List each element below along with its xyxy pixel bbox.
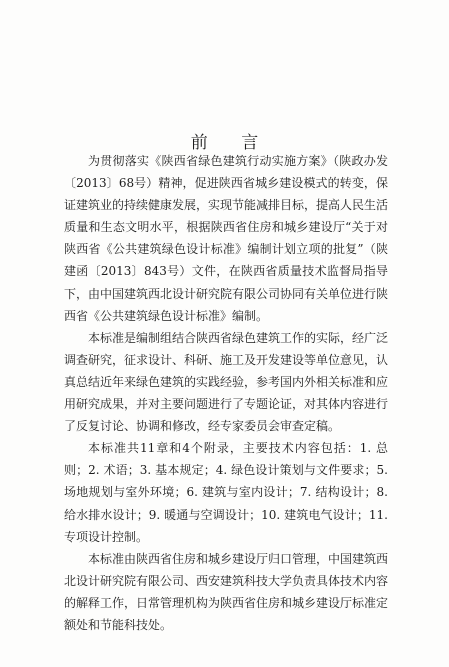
preface-paragraph-4: 本标准由陕西省住房和城乡建设厅归口管理，中国建筑西北设计研究院有限公司、西安建筑科技大学负责具体技术内容的解释工作，日常管理机构为陕西省住房和城乡建设厅标准定额处和节能科技处。 — [64, 551, 389, 632]
preface-paragraph-2: 本标准是编制组结合陕西省绿色建筑工作的实际，经广泛调查研究，征求设计、科研、施工及开发建设等单位意见，认真总结近年来绿色建筑的实践经验，参考国内外相关标准和应用研究成果，并对主要问题进行了专题论证，对其体内容进行了反复讨论、协调和修改，经专家委员会审查定稿。 — [64, 330, 389, 434]
preface-body — [64, 150, 388, 636]
preface-paragraph-3: 本标准共11章和4个附录，主要技术内容包括：1. 总则；2. 术语；3. 基本规定；4. 绿色设计策划与文件要求；5. 场地规划与室外环境；6. 建筑与室内设计；7. 结构设计；8. 给水排水设计；9. 暖通与空调设计；10. 建筑电气设计；11. 专项设计控制。 — [64, 441, 388, 544]
page-title: 前 言 — [190, 133, 273, 153]
preface-paragraph-1: 为贯彻落实《陕西省绿色建筑行动实施方案》（陕政办发〔2013〕68号）精神，促进陕西省城乡建设模式的转变，保证建筑业的持续健康发展，实现节能减排目标，提高人民生活质量和生态文明水平，根据陕西省住房和城乡建设厅“关于对陕西省《公共建筑绿色设计标准》编制计划立项的批复”（陕建函〔2013〕843号）文件，在陕西省质量技术监督局指导下，由中国建筑西北设计研究院有限公司协同有关单位进行陕西省《公共建筑绿色设计标准》编制。 — [64, 154, 389, 323]
